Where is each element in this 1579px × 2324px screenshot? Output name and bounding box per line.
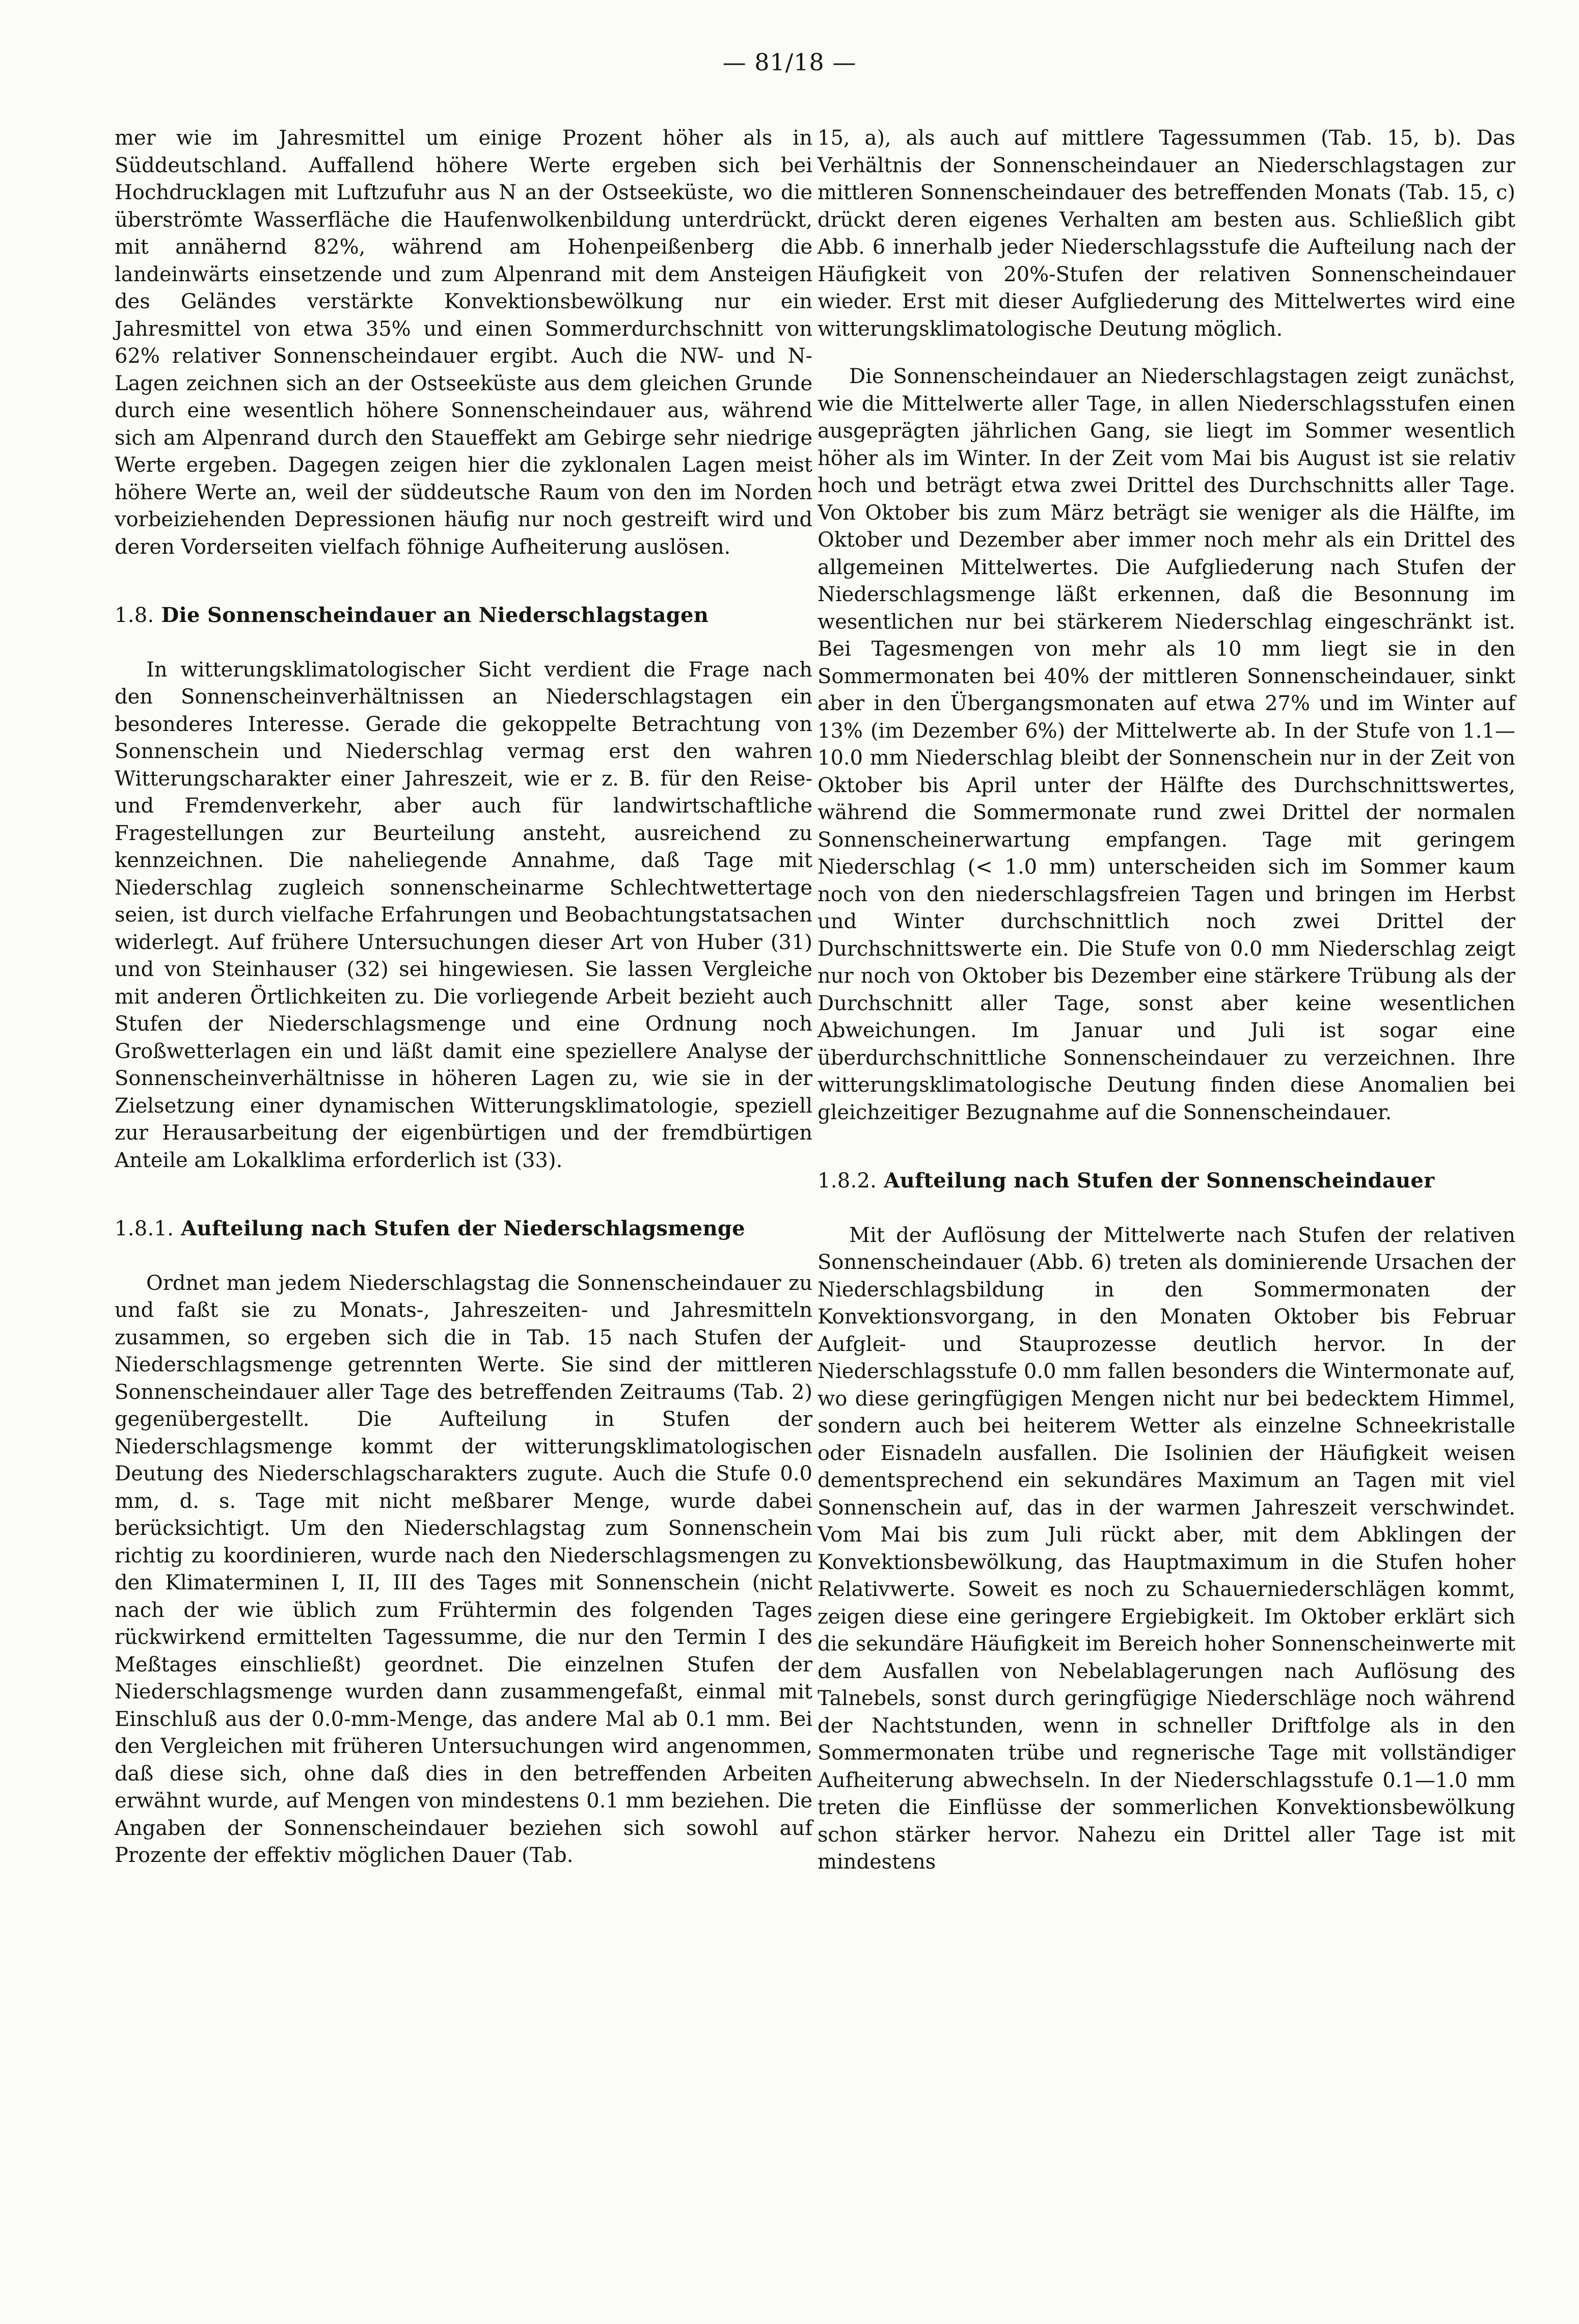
paragraph-annual-cycle: Die Sonnenscheindauer an Niederschlagstagen zeigt zunächst, wie die Mittelwerte aller Tage, in allen Niederschlagsstufen einen ausgeprägten jährlichen Gang, sie liegt im Sommer wesentlich höher als im Winter. In der Zeit vom Mai bis August ist sie relativ hoch und beträgt etwa zwei Drittel des Durchschnitts aller Tage. Von Oktober bis zum März beträgt sie weniger als die Hälfte, im Oktober und Dezember aber immer noch mehr als ein Drittel des allgemeinen Mittelwertes. Die Aufgliederung nach Stufen der Niederschlagsmenge läßt erkennen, daß die Besonnung im wesentlichen nur bei stärkerem Niederschlag eingeschränkt ist. Bei Tagesmengen von mehr als 10 mm liegt sie in den Sommermonaten bei 40% der mittleren Sonnenscheindauer, sinkt aber in den Übergangsmonaten auf etwa 27% und im Winter auf 13% (im Dezember 6%) der Mittelwerte ab. In der Stufe von 1.1—10.0 mm Niederschlag bleibt der Sonnenschein nur in der Zeit von Oktober bis April unter der Hälfte des Durchschnittswertes, während die Sommermonate rund zwei Drittel der normalen Sonnenscheinerwartung empfangen. Tage mit geringem Niederschlag (< 1.0 mm) unterscheiden sich im Sommer kaum noch von den niederschlagsfreien Tagen und bringen im Herbst und Winter durchschnittlich noch zwei Drittel der Durchschnittswerte ein. Die Stufe von 0.0 mm Niederschlag zeigt nur noch von Oktober bis Dezember eine stärkere Trübung als der Durchschnitt aller Tage, sonst aber keine wesentlichen Abweichungen. Im Januar und Juli ist sogar eine überdurchschnittliche Sonnenscheindauer zu verzeichnen. Ihre witterungsklimatologische Deutung finden diese Anomalien bei gleichzeitiger Bezugnahme auf die Sonnenscheindauer.: [818, 365, 1515, 1124]
paragraph-table-reference: 15, a), als auch auf mittlere Tagessummen (Tab. 15, b). Das Verhältnis der Sonnenscheindauer an Niederschlagstagen zur mittleren Sonnenscheindauer des betreffenden Monats (Tab. 15, c) drückt deren eigenes Verhalten am besten aus. Schließlich gibt Abb. 6 innerhalb jeder Niederschlagsstufe die Aufteilung nach der Häufigkeit von 20%-Stufen der relativen Sonnenscheindauer wieder. Erst mit dieser Aufgliederung des Mittelwertes wird eine witterungsklimatologische Deutung möglich.: [818, 126, 1515, 341]
page-number: — 81/18 —: [722, 48, 857, 76]
left-column: [115, 125, 812, 1870]
section-number: 1.8.: [115, 604, 154, 627]
section-title: Aufteilung nach Stufen der Niederschlagsmenge: [181, 1217, 745, 1240]
paragraph-introduction: In witterungsklimatologischer Sicht verdient die Frage nach den Sonnenscheinverhältnissen an Niederschlagstagen ein besonderes Interesse. Gerade die gekoppelte Betrachtung von Sonnenschein und Niederschlag vermag erst den wahren Witterungscharakter einer Jahreszeit, wie er z. B. für den Reise- und Fremdenverkehr, aber auch für landwirtschaftliche Fragestellungen zur Beurteilung ansteht, ausreichend zu kennzeichnen. Die naheliegende Annahme, daß Tage mit Niederschlag zugleich sonnenscheinarme Schlechtwettertage seien, ist durch vielfache Erfahrungen und Beobachtungstatsachen widerlegt. Auf frühere Untersuchungen dieser Art von Huber (31) und von Steinhauser (32) sei hingewiesen. Sie lassen Vergleiche mit anderen Örtlichkeiten zu. Die vorliegende Arbeit bezieht auch Stufen der Niederschlagsmenge und eine Ordnung noch Großwetterlagen ein und läßt damit eine speziellere Analyse der Sonnenscheinverhältnisse in höheren Lagen zu, wie sie in der Zielsetzung einer dynamischen Witterungsklimatologie, speziell zur Herausarbeitung der eigenbürtigen und der fremdbürtigen Anteile am Lokalklima erforderlich ist (33).: [115, 658, 812, 1172]
section-heading-1-8-2: [818, 1167, 1515, 1195]
paragraph-weather-types: mer wie im Jahresmittel um einige Prozent höher als in Süddeutschland. Auffallend höhere Werte ergeben sich bei Hochdrucklagen mit Luftzufuhr aus N an der Ostseeküste, wo die überströmte Wasserfläche die Haufenwolkenbildung unterdrückt, mit annähernd 82%, während am Hohenpeißenberg die landeinwärts einsetzende und zum Alpenrand mit dem Ansteigen des Geländes verstärkte Konvektionsbewölkung nur ein Jahresmittel von etwa 35% und einen Sommerdurchschnitt von 62% relativer Sonnenscheindauer ergibt. Auch die NW- und N-Lagen zeichnen sich an der Ostseeküste aus dem gleichen Grunde durch eine wesentlich höhere Sonnenscheindauer aus, während sich am Alpenrand durch den Staueffekt am Gebirge sehr niedrige Werte ergeben. Dagegen zeigen hier die zyklonalen Lagen meist höhere Werte an, weil der süddeutsche Raum von den im Norden vorbeiziehenden Depressionen häufig nur noch gestreift wird und deren Vorderseiten vielfach föhnige Aufheiterung auslösen.: [115, 126, 812, 559]
section-title: Aufteilung nach Stufen der Sonnenscheindauer: [884, 1169, 1435, 1193]
section-heading-1-8: [115, 602, 812, 630]
paragraph-sunshine-levels: Mit der Auflösung der Mittelwerte nach Stufen der relativen Sonnenscheindauer (Abb. 6) treten als dominierende Ursachen der Niederschlagsbildung in den Sommermonaten der Konvektionsvorgang, in den Monaten Oktober bis Februar Aufgleit- und Stauprozesse deutlich hervor. In der Niederschlagsstufe 0.0 mm fallen besonders die Wintermonate auf, wo diese geringfügigen Mengen nicht nur bei bedecktem Himmel, sondern auch bei heiterem Wetter als einzelne Schneekristalle oder Eisnadeln ausfallen. Die Isolinien der Häufigkeit weisen dementsprechend ein sekundäres Maximum an Tagen mit viel Sonnenschein auf, das in der warmen Jahreszeit verschwindet. Vom Mai bis zum Juli rückt aber, mit dem Abklingen der Konvektionsbewölkung, das Hauptmaximum in die Stufen hoher Relativwerte. Soweit es noch zu Schauerniederschlägen kommt, zeigen diese eine geringere Ergiebigkeit. Im Oktober erklärt sich die sekundäre Häufigkeit im Bereich hoher Sonnenscheinwerte mit dem Ausfallen von Nebelablagerungen nach Auflösung des Talnebels, sonst durch geringfügige Niederschläge noch während der Nachtstunden, wenn in schneller Driftfolge als in den Sommermonaten trübe und regnerische Tage mit vollständiger Aufheiterung abwechseln. In der Niederschlagsstufe 0.1—1.0 mm treten die Einflüsse der sommerlichen Konvektionsbewölkung schon stärker hervor. Nahezu ein Drittel aller Tage ist mit mindestens: [818, 1223, 1515, 1874]
section-title: Die Sonnenscheindauer an Niederschlagstagen: [161, 603, 709, 627]
section-heading-1-8-1: [115, 1215, 812, 1243]
section-number: 1.8.2.: [818, 1169, 877, 1193]
section-number: 1.8.1.: [115, 1217, 174, 1240]
paragraph-precipitation-levels: Ordnet man jedem Niederschlagstag die Sonnenscheindauer zu und faßt sie zu Monats-, Jahreszeiten- und Jahresmitteln zusammen, so ergeben sich die in Tab. 15 nach Stufen der Niederschlagsmenge getrennten Werte. Sie sind der mittleren Sonnenscheindauer aller Tage des betreffenden Zeitraums (Tab. 2) gegenübergestellt. Die Aufteilung in Stufen der Niederschlagsmenge kommt der witterungsklimatologischen Deutung des Niederschlagscharakters zugute. Auch die Stufe 0.0 mm, d. s. Tage mit nicht meßbarer Menge, wurde dabei berücksichtigt. Um den Niederschlagstag zum Sonnenschein richtig zu koordinieren, wurde nach den Niederschlagsmengen zu den Klimaterminen I, II, III des Tages mit Sonnenschein (nicht nach der wie üblich zum Frühtermin des folgenden Tages rückwirkend ermittelten Tagessumme, die nur den Termin I des Meßtages einschließt) geordnet. Die einzelnen Stufen der Niederschlagsmenge wurden dann zusammengefaßt, einmal mit Einschluß aus der 0.0-mm-Menge, das andere Mal ab 0.1 mm. Bei den Vergleichen mit früheren Untersuchungen wird angenommen, daß diese sich, ohne daß dies in den betreffenden Arbeiten erwähnt wurde, auf Mengen von mindestens 0.1 mm beziehen. Die Angaben der Sonnenscheindauer beziehen sich sowohl auf Prozente der effektiv möglichen Dauer (Tab.: [115, 1271, 812, 1867]
right-column: [818, 125, 1515, 1876]
